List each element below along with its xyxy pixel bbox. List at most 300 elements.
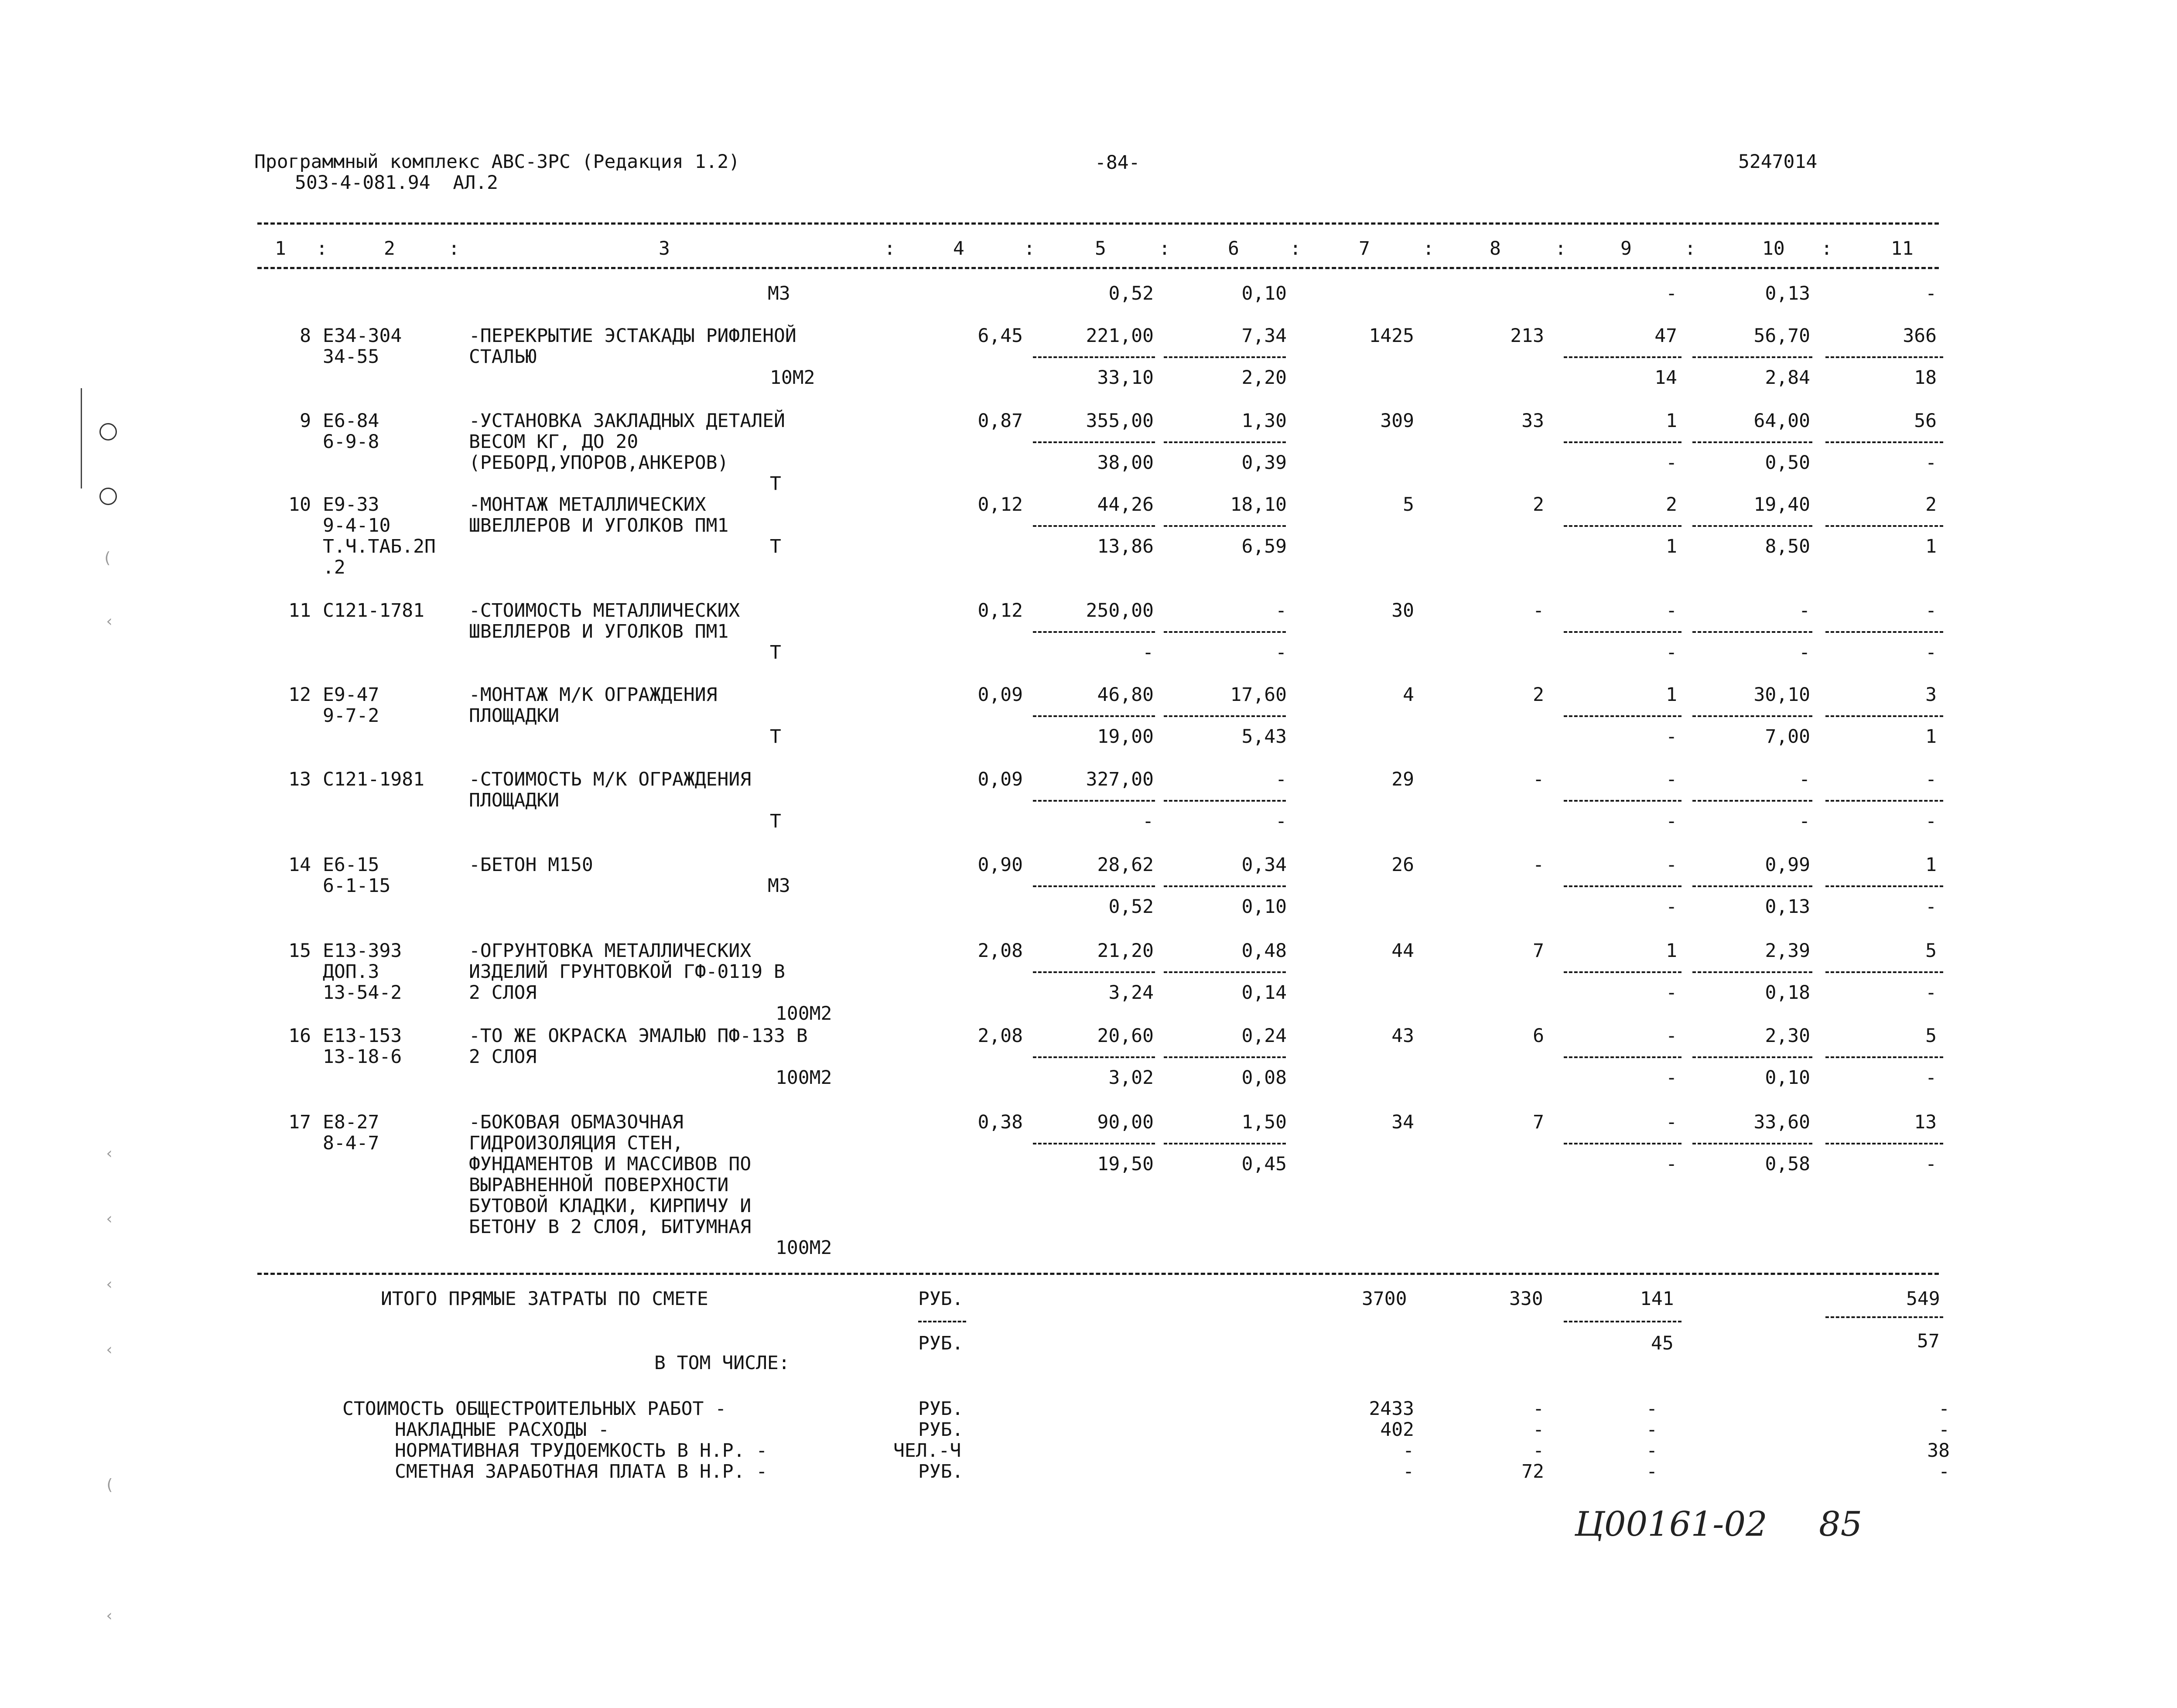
binding-hole-2	[99, 488, 117, 505]
row-value-c10b: 8,50	[1765, 536, 1810, 557]
column-header-4: 4	[953, 238, 964, 260]
row-underline-c11	[1825, 885, 1943, 887]
row-value-c11: 56	[1914, 410, 1937, 432]
column-separator: :	[884, 238, 895, 260]
column-separator: :	[448, 238, 460, 260]
row-description-line: ШВЕЛЛЕРОВ И УГОЛКОВ ПМ1	[469, 515, 729, 536]
totals-col9-b: 45	[1651, 1332, 1674, 1354]
row-value-c5b: 19,50	[1097, 1153, 1154, 1175]
row-value-c9b: -	[1666, 1153, 1677, 1175]
row-unit: 10М2	[770, 367, 815, 389]
row-value-c10: 19,40	[1753, 494, 1810, 516]
row-value-c10b: 2,84	[1765, 367, 1810, 389]
row-value-c6: 18,10	[1230, 494, 1287, 516]
column-header-7: 7	[1359, 238, 1370, 260]
row-value-c9: 1	[1666, 410, 1677, 432]
margin-mark: ‹	[105, 1275, 114, 1293]
column-header-2: 2	[384, 238, 395, 260]
row-value-c9: -	[1666, 1111, 1677, 1133]
totals-col11-b: 57	[1917, 1330, 1940, 1352]
row-description-line: ПЛОЩАДКИ	[469, 789, 560, 811]
column-header-10: 10	[1762, 238, 1785, 260]
row-value-c9b: 1	[1666, 536, 1677, 557]
row-number: 14	[288, 854, 311, 876]
row-code: Е13-153	[323, 1025, 402, 1047]
row-value-c6b: 0,08	[1241, 1067, 1287, 1089]
breakdown-col9: -	[1646, 1461, 1658, 1483]
row-number: 8	[300, 325, 311, 347]
margin-mark: (	[103, 549, 112, 567]
row-value-c11b: -	[1925, 1153, 1937, 1175]
row-number: 10	[288, 494, 311, 516]
row-value-c7: 4	[1403, 684, 1414, 706]
totals-unit: РУБ.	[918, 1288, 964, 1310]
row-value-c9b: -	[1666, 726, 1677, 748]
row-description-line: ИЗДЕЛИЙ ГРУНТОВКОЙ ГФ-0119 В	[469, 961, 785, 983]
handwritten-code: Ц00161-02	[1575, 1505, 1767, 1544]
row-underline-c10	[1692, 1143, 1812, 1144]
row-unit: 100М2	[776, 1237, 832, 1259]
column-separator: :	[1290, 238, 1301, 260]
row-underline-c9	[1564, 356, 1681, 358]
row-description-line: -ПЕРЕКРЫТИЕ ЭСТАКАДЫ РИФЛЕНОЙ	[469, 325, 796, 347]
row-value-c11: 13	[1914, 1111, 1937, 1133]
breakdown-col9: -	[1646, 1419, 1658, 1441]
row-code-2: ДОП.3	[323, 961, 379, 983]
column-separator: :	[1024, 238, 1035, 260]
breakdown-unit: РУБ.	[918, 1419, 964, 1441]
row-underline-c9	[1564, 715, 1681, 717]
row-value-c6b: -	[1275, 642, 1287, 663]
row-value-c7: 26	[1391, 854, 1414, 876]
row-underline-c11	[1825, 356, 1943, 358]
row-unit: М3	[768, 283, 790, 304]
row-value-c11: 5	[1925, 1025, 1937, 1047]
row-value-c7: 29	[1391, 769, 1414, 790]
row-unit: Т	[770, 642, 781, 663]
row-code: Е34-304	[323, 325, 402, 347]
row-value-c11: 5	[1925, 940, 1937, 962]
row-value-c4: 0,90	[977, 854, 1023, 876]
page-number: -84-	[1095, 152, 1140, 174]
row-description-line: -МОНТАЖ М/К ОГРАЖДЕНИЯ	[469, 684, 718, 706]
row-value-c4: 0,09	[977, 684, 1023, 706]
row-underline-c6	[1164, 715, 1286, 717]
row-value-c5b: 38,00	[1097, 452, 1154, 474]
breakdown-col7: 2433	[1369, 1398, 1414, 1420]
breakdown-col8: -	[1533, 1398, 1544, 1420]
margin-mark: (	[105, 1476, 114, 1494]
row-value-c10: 33,60	[1753, 1111, 1810, 1133]
row-underline-c5	[1033, 715, 1155, 717]
row-value-c7: 30	[1391, 600, 1414, 622]
row-underline-c5	[1033, 971, 1155, 973]
row-value-c5: 221,00	[1086, 325, 1154, 347]
row-unit: 100М2	[776, 1003, 832, 1025]
breakdown-col11: -	[1938, 1398, 1950, 1420]
row-value-c10: -	[1799, 600, 1810, 622]
row-value-c6: 17,60	[1230, 684, 1287, 706]
row-value-c5: 355,00	[1086, 410, 1154, 432]
row-number: 16	[288, 1025, 311, 1047]
row-code-3: 13-54-2	[323, 982, 402, 1004]
column-separator: :	[316, 238, 328, 260]
row-value-c6: 0,48	[1241, 940, 1287, 962]
row-unit: Т	[770, 810, 781, 832]
breakdown-unit: ЧЕЛ.-Ч	[893, 1440, 961, 1462]
totals-underline-9	[1564, 1321, 1681, 1322]
row-code-3: Т.Ч.ТАБ.2П	[323, 536, 436, 557]
row-description-line: -БОКОВАЯ ОБМАЗОЧНАЯ	[469, 1111, 684, 1133]
row-underline-c6	[1164, 441, 1286, 443]
column-header-5: 5	[1095, 238, 1106, 260]
column-header-9: 9	[1620, 238, 1632, 260]
row-value-c11b: 18	[1914, 367, 1937, 389]
row-value-c10: 56,70	[1753, 325, 1810, 347]
breakdown-col8: -	[1533, 1440, 1544, 1462]
row-value-c7: 34	[1391, 1111, 1414, 1133]
row-description-line: ВЫРАВНЕННОЙ ПОВЕРХНОСТИ	[469, 1174, 729, 1196]
row-number: 17	[288, 1111, 311, 1133]
breakdown-label: СМЕТНАЯ ЗАРАБОТНАЯ ПЛАТА В Н.Р. -	[395, 1461, 768, 1483]
row-underline-c10	[1692, 971, 1812, 973]
row-number: 11	[288, 600, 311, 622]
row-value-c11: 3	[1925, 684, 1937, 706]
margin-mark: ‹	[105, 612, 114, 630]
breakdown-label: НОРМАТИВНАЯ ТРУДОЕМКОСТЬ В Н.Р. -	[395, 1440, 768, 1462]
row-value-c6b: 0,10	[1241, 283, 1287, 304]
row-value-c6: 0,34	[1241, 854, 1287, 876]
row-value-c8: 33	[1521, 410, 1544, 432]
row-underline-c10	[1692, 525, 1812, 527]
row-value-c11b: -	[1925, 982, 1937, 1004]
breakdown-col11: -	[1938, 1419, 1950, 1441]
row-underline-c11	[1825, 800, 1943, 802]
row-code: Е6-84	[323, 410, 379, 432]
row-value-c10: 64,00	[1753, 410, 1810, 432]
row-underline-c10	[1692, 1056, 1812, 1058]
row-underline-c11	[1825, 525, 1943, 527]
totals-rule	[257, 1273, 1939, 1275]
row-value-c9b: -	[1666, 810, 1677, 832]
row-value-c5b: -	[1142, 810, 1154, 832]
row-number: 13	[288, 769, 311, 790]
totals-col9: 141	[1640, 1288, 1674, 1310]
column-header-3: 3	[659, 238, 670, 260]
row-value-c5b: 19,00	[1097, 726, 1154, 748]
row-code-4: .2	[323, 557, 345, 578]
document-number: 5247014	[1738, 151, 1818, 173]
row-underline-c11	[1825, 631, 1943, 633]
breakdown-col9: -	[1646, 1440, 1658, 1462]
row-value-c11b: -	[1925, 642, 1937, 663]
row-value-c10b: 0,18	[1765, 982, 1810, 1004]
row-unit: Т	[770, 726, 781, 748]
row-underline-c10	[1692, 356, 1812, 358]
row-underline-c6	[1164, 356, 1286, 358]
row-value-c10b: 7,00	[1765, 726, 1810, 748]
row-value-c6b: 5,43	[1241, 726, 1287, 748]
breakdown-unit: РУБ.	[918, 1461, 964, 1483]
row-number: 12	[288, 684, 311, 706]
row-description-line: -СТОИМОСТЬ М/К ОГРАЖДЕНИЯ	[469, 769, 752, 790]
row-value-c4: 0,87	[977, 410, 1023, 432]
column-header-8: 8	[1490, 238, 1501, 260]
column-separator: :	[1423, 238, 1434, 260]
row-code: Е8-27	[323, 1111, 379, 1133]
row-underline-c5	[1033, 800, 1155, 802]
row-underline-c10	[1692, 885, 1812, 887]
totals-underline-unit	[918, 1321, 966, 1322]
row-description-line: ВЕСОМ КГ, ДО 20	[469, 431, 639, 453]
margin-mark: ‹	[105, 1144, 114, 1162]
row-value-c5: 327,00	[1086, 769, 1154, 790]
row-underline-c9	[1564, 971, 1681, 973]
row-value-c5: 20,60	[1097, 1025, 1154, 1047]
row-value-c6: -	[1275, 769, 1287, 790]
row-underline-c6	[1164, 885, 1286, 887]
row-unit: Т	[770, 536, 781, 557]
margin-mark: ‹	[105, 1210, 114, 1228]
row-value-c5b: 3,24	[1108, 982, 1154, 1004]
column-separator: :	[1821, 238, 1832, 260]
breakdown-unit: РУБ.	[918, 1398, 964, 1420]
row-underline-c5	[1033, 525, 1155, 527]
row-value-c11b: 1	[1925, 536, 1937, 557]
row-code: С121-1981	[323, 769, 424, 790]
row-underline-c10	[1692, 631, 1812, 633]
row-value-c9: 1	[1666, 940, 1677, 962]
row-value-c10: 0,99	[1765, 854, 1810, 876]
row-unit: Т	[770, 473, 781, 495]
row-value-c7: 5	[1403, 494, 1414, 516]
row-value-c5b: 0,52	[1108, 896, 1154, 918]
row-value-c11b: -	[1925, 896, 1937, 918]
row-value-c10: 2,30	[1765, 1025, 1810, 1047]
row-value-c11b: -	[1925, 452, 1937, 474]
row-underline-c10	[1692, 715, 1812, 717]
row-value-c11: 2	[1925, 494, 1937, 516]
row-underline-c6	[1164, 631, 1286, 633]
row-value-c5b: 33,10	[1097, 367, 1154, 389]
row-underline-c9	[1564, 441, 1681, 443]
row-value-c9: -	[1666, 769, 1677, 790]
row-value-c4: 0,09	[977, 769, 1023, 790]
row-code-2: 6-1-15	[323, 875, 391, 897]
row-value-c9b: -	[1666, 283, 1677, 304]
row-underline-c5	[1033, 885, 1155, 887]
breakdown-label: СТОИМОСТЬ ОБЩЕСТРОИТЕЛЬНЫХ РАБОТ -	[342, 1398, 727, 1420]
row-underline-c11	[1825, 441, 1943, 443]
row-underline-c9	[1564, 800, 1681, 802]
row-value-c10b: -	[1799, 810, 1810, 832]
row-code-2: 8-4-7	[323, 1132, 379, 1154]
row-value-c8: 2	[1533, 684, 1544, 706]
table-header-rule	[257, 267, 1939, 269]
row-value-c5: 21,20	[1097, 940, 1154, 962]
row-value-c6: 1,50	[1241, 1111, 1287, 1133]
row-value-c9b: 14	[1654, 367, 1677, 389]
row-value-c8: 213	[1510, 325, 1544, 347]
row-description-line: ШВЕЛЛЕРОВ И УГОЛКОВ ПМ1	[469, 621, 729, 642]
row-description-line: -БЕТОН М150	[469, 854, 593, 876]
row-underline-c9	[1564, 1143, 1681, 1144]
row-value-c5b: 3,02	[1108, 1067, 1154, 1089]
row-number: 15	[288, 940, 311, 962]
row-code-2: 13-18-6	[323, 1046, 402, 1068]
row-value-c4: 0,38	[977, 1111, 1023, 1133]
row-value-c7: 44	[1391, 940, 1414, 962]
row-underline-c6	[1164, 1056, 1286, 1058]
row-value-c5: 28,62	[1097, 854, 1154, 876]
row-value-c11: -	[1925, 769, 1937, 790]
row-underline-c5	[1033, 631, 1155, 633]
row-value-c9b: -	[1666, 1067, 1677, 1089]
row-description-line: ПЛОЩАДКИ	[469, 705, 560, 727]
breakdown-col11: -	[1938, 1461, 1950, 1483]
breakdown-label: НАКЛАДНЫЕ РАСХОДЫ -	[395, 1419, 609, 1441]
totals-underline-11	[1825, 1316, 1943, 1318]
row-value-c11b: -	[1925, 810, 1937, 832]
row-value-c4: 6,45	[977, 325, 1023, 347]
project-code: 503-4-081.94 АЛ.2	[295, 172, 498, 194]
row-value-c7: 43	[1391, 1025, 1414, 1047]
row-code: Е9-33	[323, 494, 379, 516]
row-value-c9b: -	[1666, 896, 1677, 918]
row-value-c6b: 2,20	[1241, 367, 1287, 389]
row-unit: 100М2	[776, 1067, 832, 1089]
row-code-2: 34-55	[323, 346, 379, 368]
totals-col11: 549	[1906, 1288, 1940, 1310]
totals-label: ИТОГО ПРЯМЫЕ ЗАТРАТЫ ПО СМЕТЕ	[381, 1288, 708, 1310]
row-value-c10: 2,39	[1765, 940, 1810, 962]
row-description-line: -ОГРУНТОВКА МЕТАЛЛИЧЕСКИХ	[469, 940, 752, 962]
row-underline-c10	[1692, 800, 1812, 802]
row-code-2: 9-4-10	[323, 515, 391, 536]
column-header-11: 11	[1891, 238, 1914, 260]
row-value-c6b: 6,59	[1241, 536, 1287, 557]
row-description-line: (РЕБОРД,УПОРОВ,АНКЕРОВ)	[469, 452, 729, 474]
row-value-c8: 7	[1533, 940, 1544, 962]
row-underline-c5	[1033, 1056, 1155, 1058]
row-value-c5b: -	[1142, 642, 1154, 663]
row-description-line: БУТОВОЙ КЛАДКИ, КИРПИЧУ И	[469, 1195, 752, 1217]
row-value-c10b: 0,13	[1765, 896, 1810, 918]
row-value-c11b: 1	[1925, 726, 1937, 748]
row-underline-c11	[1825, 1056, 1943, 1058]
row-value-c6b: 0,14	[1241, 982, 1287, 1004]
row-value-c9: -	[1666, 600, 1677, 622]
row-value-c6b: 0,45	[1241, 1153, 1287, 1175]
totals-col7: 3700	[1362, 1288, 1407, 1310]
row-underline-c10	[1692, 441, 1812, 443]
row-underline-c5	[1033, 356, 1155, 358]
row-description-line: -УСТАНОВКА ЗАКЛАДНЫХ ДЕТАЛЕЙ	[469, 410, 785, 432]
row-value-c6: 0,24	[1241, 1025, 1287, 1047]
row-value-c10: 30,10	[1753, 684, 1810, 706]
row-underline-c6	[1164, 525, 1286, 527]
row-description-line: 2 СЛОЯ	[469, 1046, 537, 1068]
row-value-c11: -	[1925, 600, 1937, 622]
breakdown-col7: -	[1403, 1440, 1414, 1462]
row-value-c4: 0,12	[977, 600, 1023, 622]
row-value-c7: 1425	[1369, 325, 1414, 347]
row-value-c9: 47	[1654, 325, 1677, 347]
row-value-c11: 366	[1903, 325, 1937, 347]
binding-hole-1	[99, 423, 117, 441]
including-label: В ТОМ ЧИСЛЕ:	[654, 1352, 790, 1374]
row-value-c9: 2	[1666, 494, 1677, 516]
row-value-c6: -	[1275, 600, 1287, 622]
breakdown-col11: 38	[1927, 1440, 1950, 1462]
row-unit: М3	[768, 875, 790, 897]
row-code-2: 9-7-2	[323, 705, 379, 727]
row-value-c9b: -	[1666, 452, 1677, 474]
row-value-c5: 46,80	[1097, 684, 1154, 706]
row-underline-c9	[1564, 631, 1681, 633]
row-underline-c11	[1825, 971, 1943, 973]
row-value-c10b: 0,50	[1765, 452, 1810, 474]
row-value-c8: -	[1533, 769, 1544, 790]
column-separator: :	[1555, 238, 1566, 260]
breakdown-col9: -	[1646, 1398, 1658, 1420]
table-top-rule	[257, 222, 1939, 225]
row-value-c10b: 0,10	[1765, 1067, 1810, 1089]
margin-mark: ‹	[105, 1607, 114, 1625]
row-value-c9b: -	[1666, 642, 1677, 663]
program-title: Программный комплекс АВС-3РС (Редакция 1.2)	[254, 151, 740, 173]
breakdown-col7: -	[1403, 1461, 1414, 1483]
row-value-c4: 0,12	[977, 494, 1023, 516]
row-underline-c5	[1033, 441, 1155, 443]
row-value-c10b: 0,58	[1765, 1153, 1810, 1175]
column-header-6: 6	[1228, 238, 1239, 260]
column-separator: :	[1685, 238, 1696, 260]
row-value-c5: 90,00	[1097, 1111, 1154, 1133]
row-value-c6: 7,34	[1241, 325, 1287, 347]
breakdown-col8: 72	[1521, 1461, 1544, 1483]
row-value-c8: 6	[1533, 1025, 1544, 1047]
totals-col8: 330	[1509, 1288, 1543, 1310]
row-underline-c5	[1033, 1143, 1155, 1144]
row-value-c11b: -	[1925, 283, 1937, 304]
row-value-c6b: 0,39	[1241, 452, 1287, 474]
row-value-c6b: 0,10	[1241, 896, 1287, 918]
row-underline-c9	[1564, 525, 1681, 527]
row-underline-c9	[1564, 1056, 1681, 1058]
row-value-c6: 1,30	[1241, 410, 1287, 432]
row-description-line: -СТОИМОСТЬ МЕТАЛЛИЧЕСКИХ	[469, 600, 740, 622]
row-value-c9: 1	[1666, 684, 1677, 706]
row-underline-c6	[1164, 971, 1286, 973]
row-value-c9b: -	[1666, 982, 1677, 1004]
row-code: Е6-15	[323, 854, 379, 876]
margin-line	[81, 388, 82, 488]
row-value-c6b: -	[1275, 810, 1287, 832]
row-value-c5: 250,00	[1086, 600, 1154, 622]
row-value-c10b: 0,13	[1765, 283, 1810, 304]
breakdown-col8: -	[1533, 1419, 1544, 1441]
row-description-line: ФУНДАМЕНТОВ И МАССИВОВ ПО	[469, 1153, 752, 1175]
row-value-c8: -	[1533, 600, 1544, 622]
row-number: 9	[300, 410, 311, 432]
row-description-line: ГИДРОИЗОЛЯЦИЯ СТЕН,	[469, 1132, 684, 1154]
row-underline-c11	[1825, 1143, 1943, 1144]
row-value-c10: -	[1799, 769, 1810, 790]
row-description-line: 2 СЛОЯ	[469, 982, 537, 1004]
row-underline-c6	[1164, 800, 1286, 802]
row-code-2: 6-9-8	[323, 431, 379, 453]
